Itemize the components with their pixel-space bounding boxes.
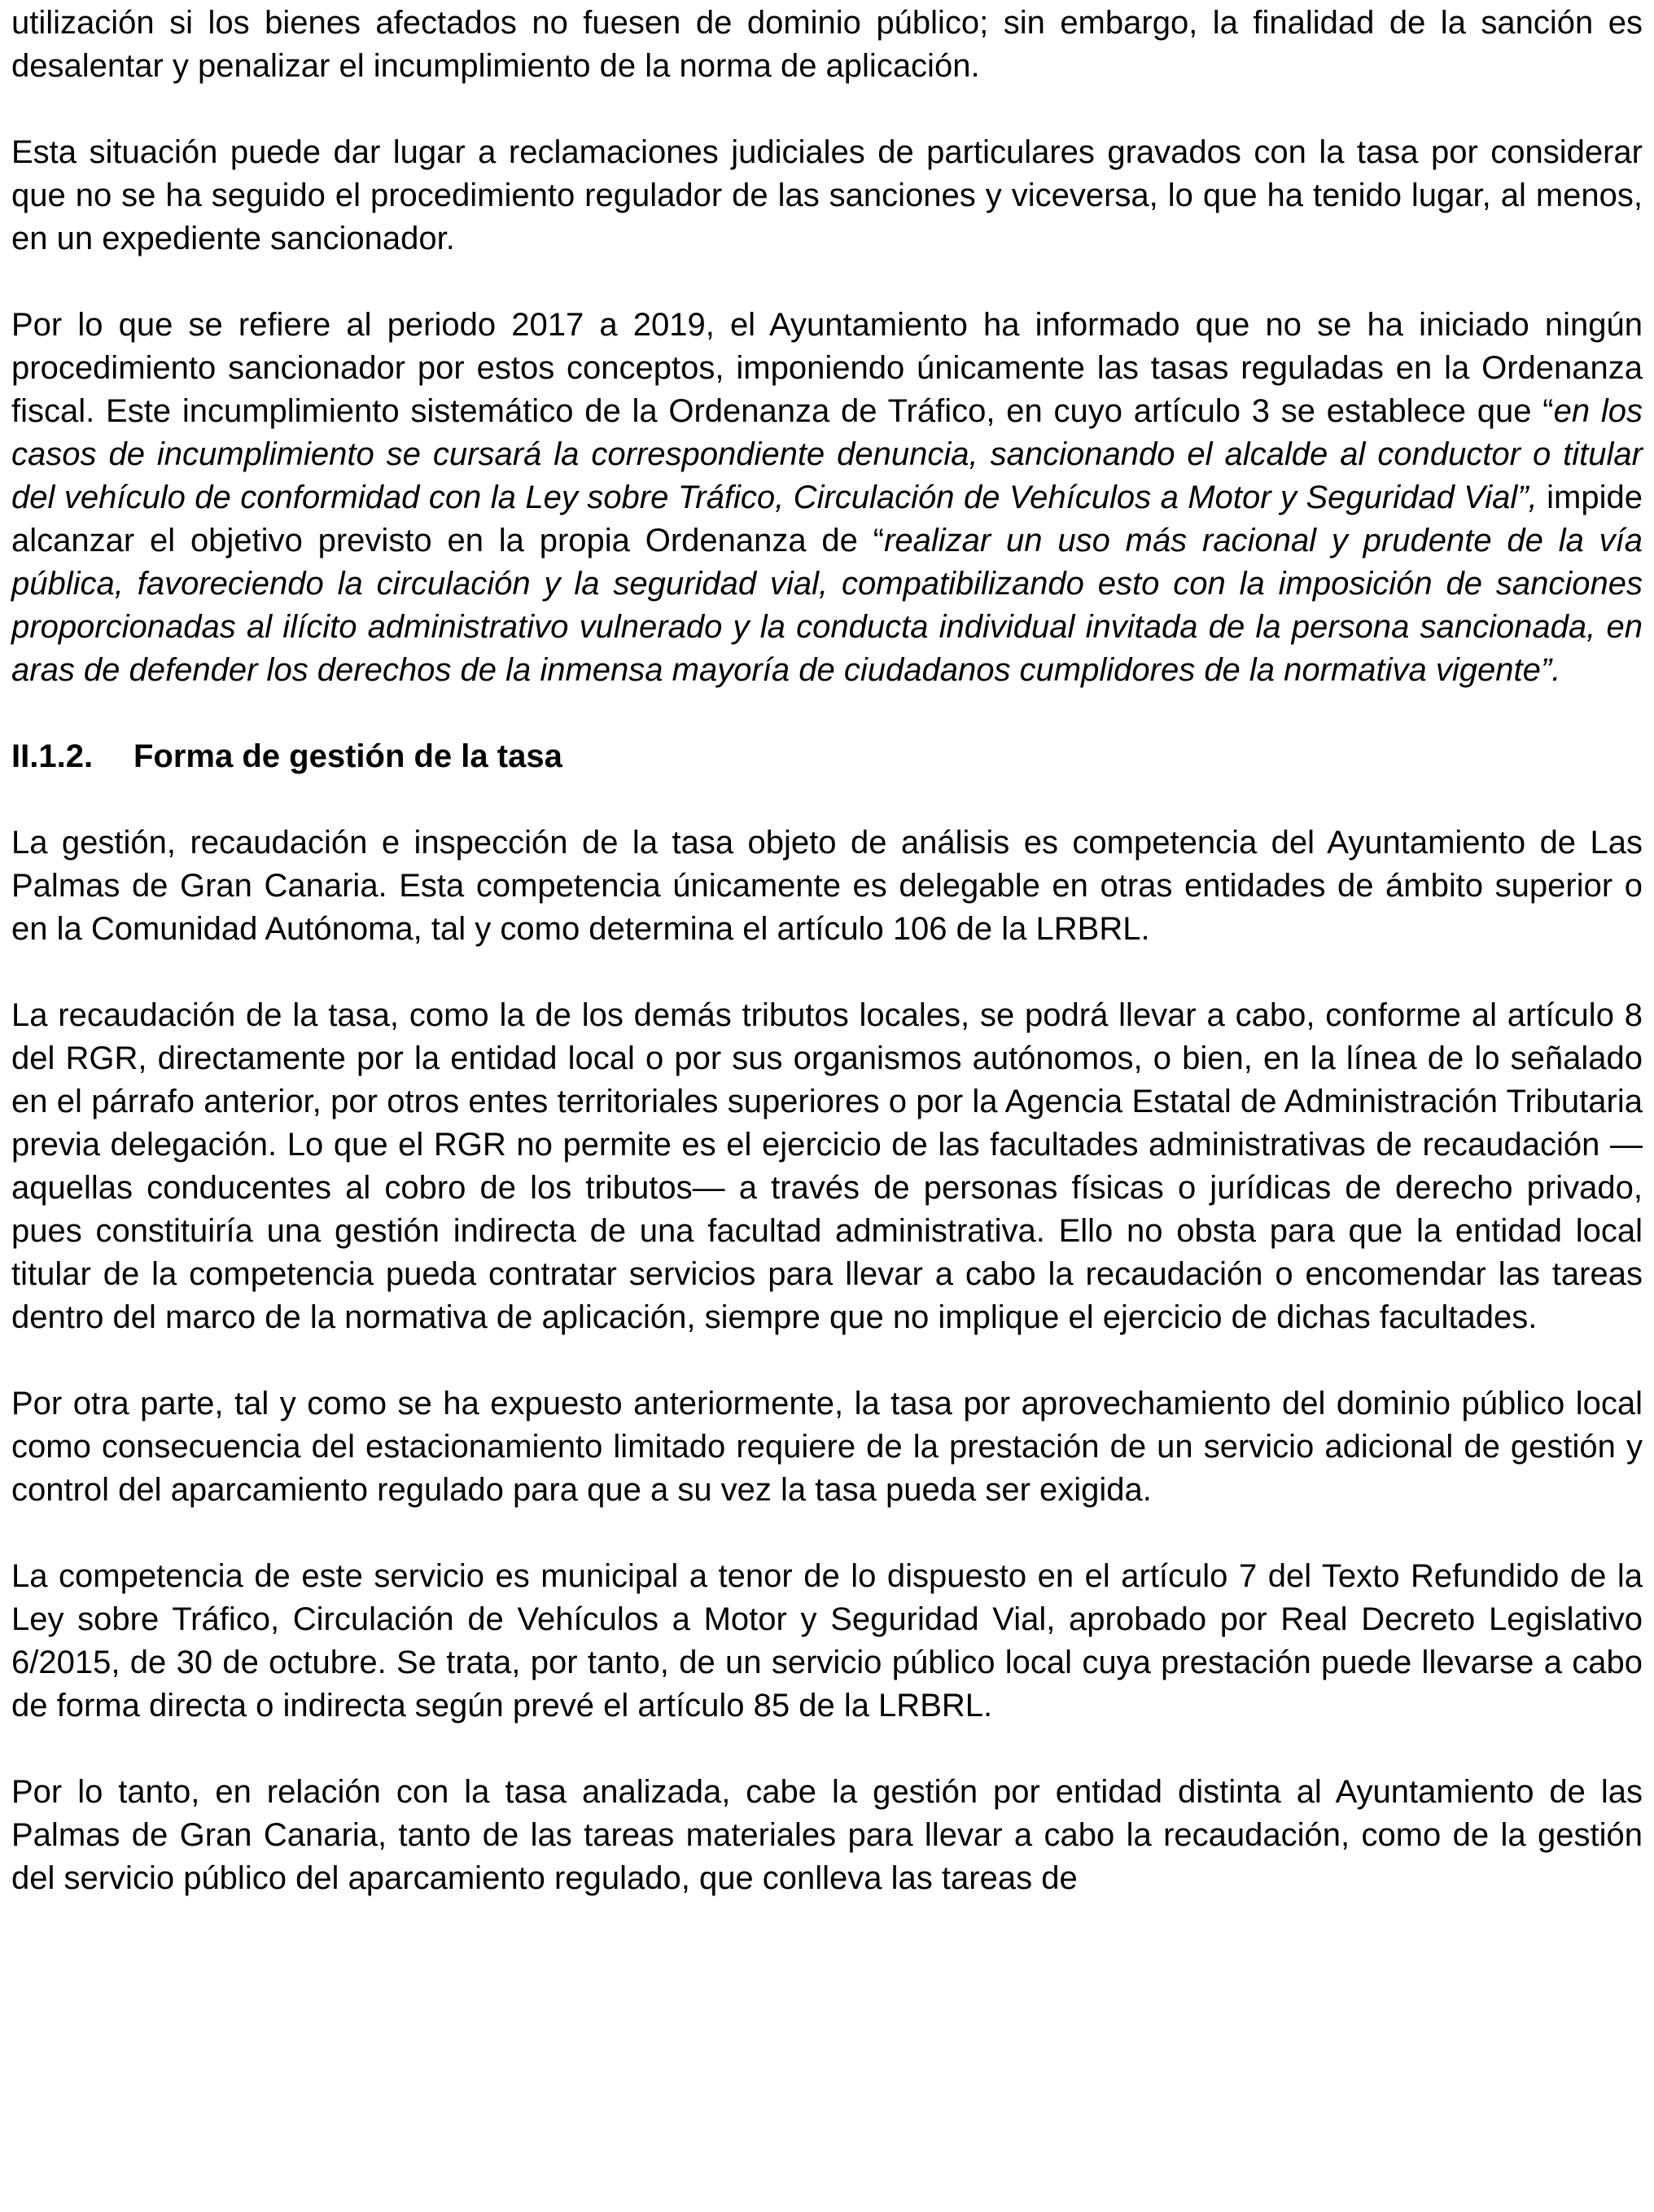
paragraph-3	[11, 304, 1643, 692]
paragraph-7: La competencia de este servicio es municipal a tenor de lo dispuesto en el artículo 7 del Texto Refundido de la Ley sobre Tráfico, Circulación de Vehículos a Motor y Seguridad Vial, aprobado por Real Decreto Legislativo 6/2015, de 30 de octubre. Se trata, por tanto, de un servicio público local cuya prestación puede llevarse a cabo de forma directa o indirecta según prevé el artículo 85 de la LRBRL.	[11, 1558, 1643, 1724]
paragraph-3-text-a: Por lo que se refiere al periodo 2017 a 2019, el Ayuntamiento ha informado que no se ha iniciado ningún procedimiento sancionador por estos conceptos, imponiendo únicamente las tasas reguladas en la Ordenanza fiscal. Este incumplimiento sistemático de la Ordenanza de Tráfico, en cuyo artículo 3 se establece que “	[11, 307, 1643, 429]
section-number: II.1.2.	[11, 738, 94, 774]
paragraph-1: utilización si los bienes afectados no fuesen de dominio público; sin embargo, la finalidad de la sanción es desalentar y penalizar el incumplimiento de la norma de aplicación.	[11, 5, 1643, 84]
paragraph-3-quote-b: realizar un uso más racional y prudente de la vía pública, favoreciendo la circulación y la seguridad vial, compatibilizando esto con la imposición de sanciones proporcionadas al ilícito administrativo vulnerado y la conducta individual invitada de la persona sancionada, en aras de defender los derechos de la inmensa mayoría de ciudadanos cumplidores de la normativa vigente”.	[11, 523, 1643, 688]
paragraph-8: Por lo tanto, en relación con la tasa analizada, cabe la gestión por entidad distinta al Ayuntamiento de las Palmas de Gran Canaria, tanto de las tareas materiales para llevar a cabo la recaudación, como de la gestión del servicio público del aparcamiento regulado, que conlleva las tareas de	[11, 1774, 1643, 1896]
paragraph-3-text-b: impide alcanzar el objetivo previsto en la propia Ordenanza de “	[11, 480, 1643, 558]
document-page	[11, 0, 1643, 1943]
paragraph-5: La recaudación de la tasa, como la de los demás tributos locales, se podrá llevar a cabo, conforme al artículo 8 del RGR, directamente por la entidad local o por sus organismos autónomos, o bien, en la línea de lo señalado en el párrafo anterior, por otros entes territoriales superiores o por la Agencia Estatal de Administración Tributaria previa delegación. Lo que el RGR no permite es el ejercicio de las facultades administrativas de recaudación —aquellas conducentes al cobro de los tributos— a través de personas físicas o jurídicas de derecho privado, pues constituiría una gestión indirecta de una facultad administrativa. Ello no obsta para que la entidad local titular de la competencia pueda contratar servicios para llevar a cabo la recaudación o encomendar las tareas dentro del marco de la normativa de aplicación, siempre que no implique el ejercicio de dichas facultades.	[11, 997, 1643, 1335]
paragraph-4: La gestión, recaudación e inspección de la tasa objeto de análisis es competencia del Ayuntamiento de Las Palmas de Gran Canaria. Esta competencia únicamente es delegable en otras entidades de ámbito superior o en la Comunidad Autónoma, tal y como determina el artículo 106 de la LRBRL.	[11, 825, 1643, 947]
section-heading	[11, 735, 1643, 778]
paragraph-6: Por otra parte, tal y como se ha expuesto anteriormente, la tasa por aprovechamiento del dominio público local como consecuencia del estacionamiento limitado requiere de la prestación de un servicio adicional de gestión y control del aparcamiento regulado para que a su vez la tasa pueda ser exigida.	[11, 1386, 1643, 1508]
section-title: Forma de gestión de la tasa	[133, 738, 562, 774]
paragraph-2: Esta situación puede dar lugar a reclamaciones judiciales de particulares gravados con la tasa por considerar que no se ha seguido el procedimiento regulador de las sanciones y viceversa, lo que ha tenido lugar, al menos, en un expediente sancionador.	[11, 134, 1643, 256]
paragraph-3-quote-a: en los casos de incumplimiento se cursará la correspondiente denuncia, sancionando el alcalde al conductor o titular del vehículo de conformidad con la Ley sobre Tráfico, Circulación de Vehículos a Motor y Seguridad Vial”,	[11, 393, 1643, 515]
